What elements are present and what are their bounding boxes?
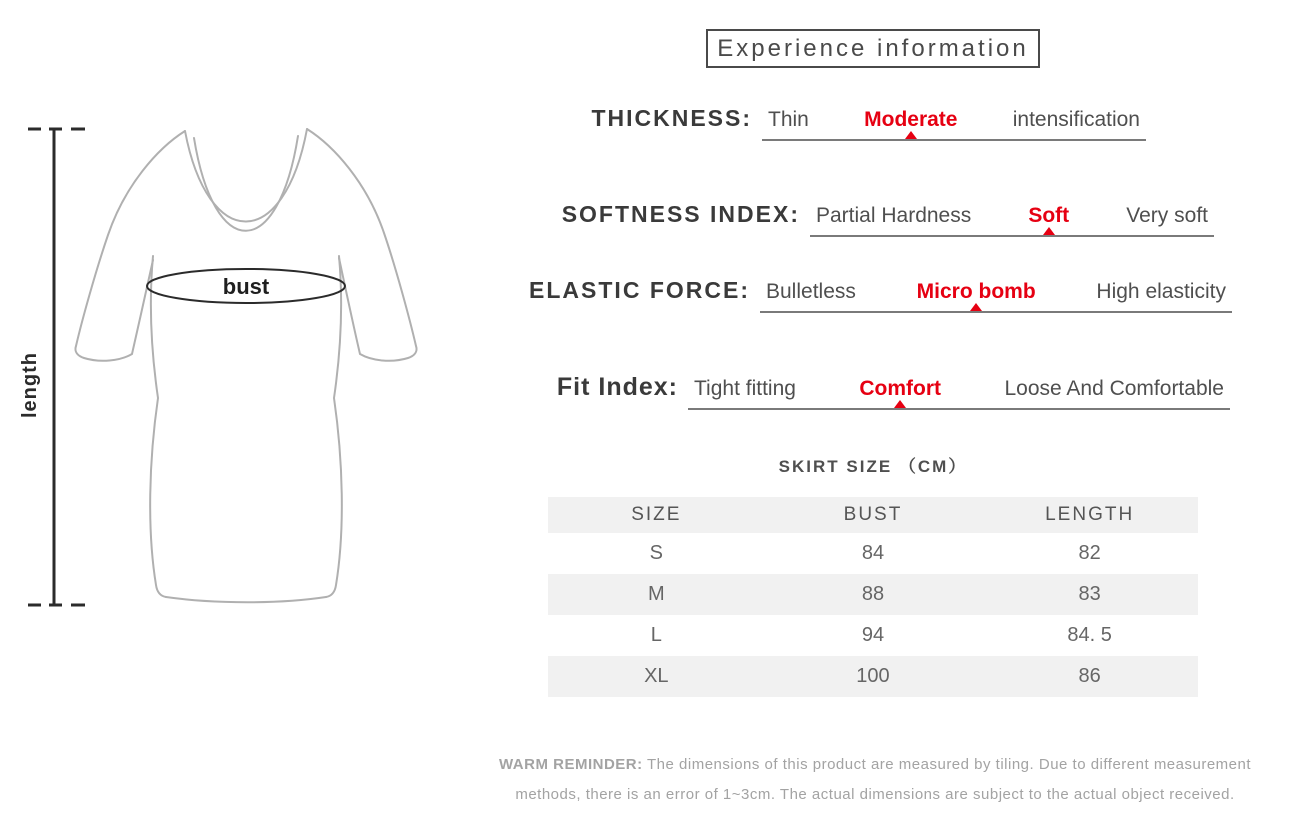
elastic-row <box>520 277 1232 313</box>
option-intensification: intensification <box>1012 108 1140 131</box>
cell-bust: 100 <box>856 665 890 687</box>
reminder-line-2: methods, there is an error of 1~3cm. The actual dimensions are subject to the actual object received. <box>515 786 1235 803</box>
softness-label: SOFTNESS INDEX: <box>561 201 800 227</box>
selected-marker-icon <box>1043 227 1055 235</box>
col-header-length: LENGTH <box>981 497 1198 533</box>
option-loose-comfortable: Loose And Comfortable <box>1004 377 1224 400</box>
cell-length: 83 <box>1078 583 1101 605</box>
size-table-header-row <box>548 497 1198 533</box>
reminder-line-1-text: The dimensions of this product are measured by tiling. Due to different measurement <box>642 756 1252 773</box>
option-comfort-selected: Comfort <box>859 377 941 401</box>
bust-label: bust <box>222 274 270 299</box>
option-moderate-selected: Moderate <box>864 108 957 132</box>
option-thin: Thin <box>768 108 809 131</box>
selected-marker-icon <box>905 131 917 139</box>
softness-row <box>520 201 1214 237</box>
cell-length: 82 <box>1078 542 1101 564</box>
fit-scale <box>688 377 1230 410</box>
cell-size: L <box>650 624 662 646</box>
softness-scale <box>810 204 1214 237</box>
cell-bust: 88 <box>861 583 885 605</box>
option-high-elasticity: High elasticity <box>1096 280 1226 303</box>
table-row <box>548 656 1198 697</box>
cell-length: 84. 5 <box>1067 624 1112 646</box>
selected-marker-icon <box>894 400 906 408</box>
fit-row <box>520 373 1230 410</box>
elastic-scale <box>760 280 1232 313</box>
col-header-bust: BUST <box>765 497 982 533</box>
option-partial-hardness: Partial Hardness <box>816 204 972 227</box>
option-very-soft: Very soft <box>1126 204 1208 227</box>
cell-bust: 94 <box>861 624 885 646</box>
reminder-bold-prefix: WARM REMINDER: <box>498 756 643 773</box>
length-label: length <box>19 352 41 418</box>
col-header-size: SIZE <box>548 497 765 533</box>
option-soft-selected: Soft <box>1028 204 1069 228</box>
reminder-line-1 <box>440 750 1300 780</box>
dress-outline <box>75 129 416 602</box>
cell-length: 86 <box>1078 665 1101 687</box>
thickness-row <box>520 105 1146 141</box>
fit-label: Fit Index: <box>556 373 678 401</box>
warm-reminder <box>440 750 1300 810</box>
thickness-scale <box>762 108 1146 141</box>
table-row <box>548 533 1198 574</box>
experience-info-title <box>706 29 1040 68</box>
size-table-title: SKIRT SIZE （CM） <box>778 457 968 476</box>
selected-marker-icon <box>970 303 982 311</box>
cell-size: S <box>649 542 663 564</box>
dress-measurement-diagram <box>0 0 460 660</box>
option-bulletless: Bulletless <box>766 280 856 303</box>
elastic-label: ELASTIC FORCE: <box>529 277 750 303</box>
option-micro-bomb-selected: Micro bomb <box>917 280 1036 304</box>
table-row <box>548 615 1198 656</box>
option-tight-fitting: Tight fitting <box>694 377 796 400</box>
size-table <box>548 497 1198 697</box>
page-title: Experience information <box>717 34 1029 62</box>
thickness-label: THICKNESS: <box>591 105 752 131</box>
table-row <box>548 574 1198 615</box>
cell-size: M <box>647 583 665 605</box>
cell-bust: 84 <box>861 542 885 564</box>
cell-size: XL <box>644 665 669 687</box>
